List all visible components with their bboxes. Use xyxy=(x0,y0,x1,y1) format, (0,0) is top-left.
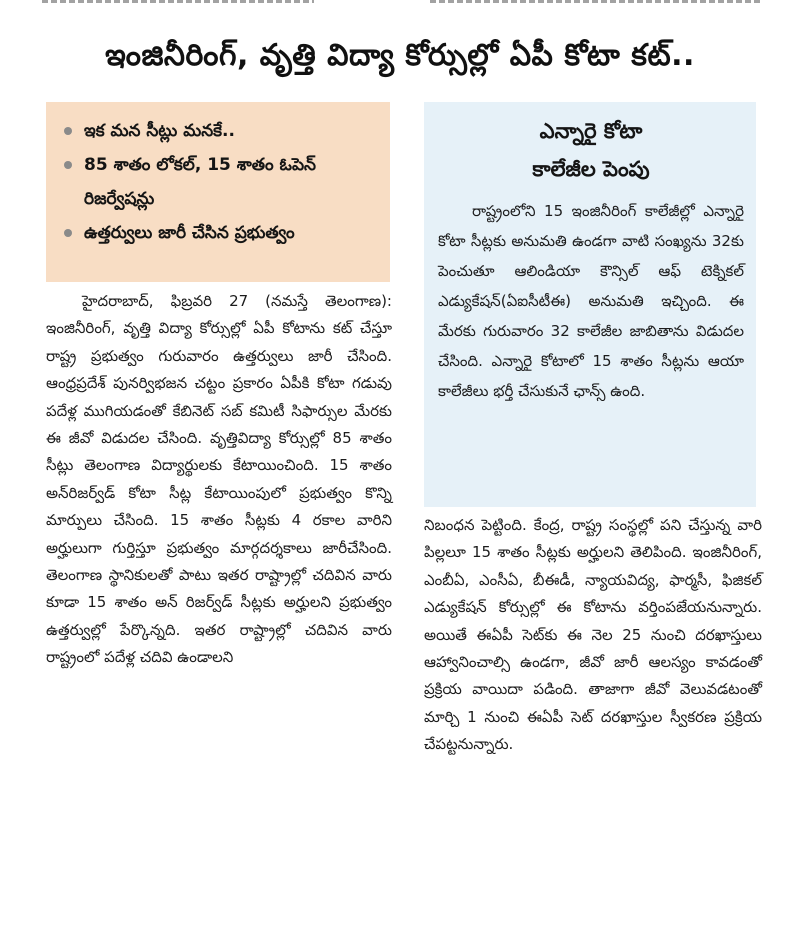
bullet-dot-icon xyxy=(64,127,72,135)
article-headline: ఇంజినీరింగ్, వృత్తి విద్యా కోర్సుల్లో ఏపీ కోటా కట్.. xyxy=(105,38,695,73)
highlight-text: ఉత్తర్వులు జారీ చేసిన ప్రభుత్వం xyxy=(84,223,295,243)
article-body-left-column: హైదరాబాద్, ఫిబ్రవరి 27 (నమస్తే తెలంగాణ): ఇంజినీరింగ్, వృత్తి విద్యా కోర్సుల్లో ఏపీ కోటాను కట్ చేస్తూ రాష్ట్ర ప్రభుత్వం గురువారం ఉత్తర్వులు జారీ చేసింది. ఆంధ్రప్రదేశ్ పునర్విభజన చట్టం ప్రకారం ఏపీకి కోటా గడువు పదేళ్ల ముగియడంతో కేబినెట్ సబ్ కమిటీ సిఫార్సుల మేరకు ఈ జీవో విడుదల చేసింది. వృత్తివిద్యా కోర్సుల్లో 85 శాతం సీట్లు తెలంగాణ విద్యార్థులకు కేటాయించింది. 15 శాతం అన్‌రిజర్వ్‌డ్ కోటా సీట్ల కేటాయింపులో ప్రభుత్వం కొన్ని మార్పులు చేసింది. 15 శాతం సీట్లకు 4 రకాల వారిని అర్హులుగా గుర్తిస్తూ ప్రభుత్వం మార్గదర్శకాలు జారీచేసింది. తెలంగాణ స్థానికులతో పాటు ఇతర రాష్ట్రాల్లో చదివిన వారు కూడా 15 శాతం అన్ రిజర్వ్‌డ్ సీట్లకు అర్హులని ప్రభుత్వం ఉత్తర్వుల్లో పేర్కొన్నది. ఇతర రాష్ట్రాల్లో చదివిన వారు రాష్ట్రంలో పదేళ్ల చదివి ఉండాలని xyxy=(46,292,392,667)
highlight-item xyxy=(64,216,380,250)
highlight-item xyxy=(64,148,380,216)
highlight-item xyxy=(64,114,380,148)
highlight-text: 85 శాతం లోకల్, 15 శాతం ఓపెన్ రిజర్వేషన్లు xyxy=(84,155,316,209)
sidebar-title-line2: కాలేజీల పెంపు xyxy=(532,157,650,181)
top-rule-right xyxy=(430,0,760,3)
sidebar-title-line1: ఎన్నారై కోటా xyxy=(539,119,643,143)
sidebar-body: రాష్ట్రంలోని 15 ఇంజినీరింగ్ కాలేజీల్లో ఎన్నారై కోటా సీట్లకు అనుమతి ఉండగా వాటి సంఖ్యను 32కు పెంచుతూ ఆలిండియా కౌన్సిల్ ఆఫ్ టెక్నికల్ ఎడ్యుకేషన్(ఏఐసీటీఈ) అనుమతి ఇచ్చింది. ఈ మేరకు గురువారం 32 కాలేజీల జాబితాను విడుదల చేసింది. ఎన్నారై కోటాలో 15 శాతం సీట్లను ఆయా కాలేజీలు భర్తీ చేసుకునే ఛాన్స్ ఉంది. xyxy=(438,202,744,400)
bullet-dot-icon xyxy=(64,161,72,169)
bullet-dot-icon xyxy=(64,229,72,237)
article-body-right-column: నిబంధన పెట్టింది. కేంద్ర, రాష్ట్ర సంస్థల్లో పని చేస్తున్న వారి పిల్లలూ 15 శాతం సీట్లకు అర్హులని తెలిపింది. ఇంజినీరింగ్, ఎంబీఏ, ఎంసీఏ, బీఈడీ, న్యాయవిద్య, ఫార్మసీ, ఫిజికల్ ఎడ్యుకేషన్ కోర్సుల్లో ఈ కోటాను వర్తింపజేయనున్నారు. అయితే ఈఏపీ సెట్‌కు ఈ నెల 25 నుంచి దరఖాస్తులు ఆహ్వానించాల్సి ఉండగా, జీవో జారీ ఆలస్యం కావడంతో ప్రక్రియ వాయిదా పడింది. తాజాగా జీవో వెలువడటంతో మార్చి 1 నుంచి ఈఏపీ సెట్ దరఖాస్తుల స్వీకరణ ప్రక్రియ చేపట్టనున్నారు. xyxy=(424,516,762,754)
top-rule-left xyxy=(42,0,314,3)
highlights-box xyxy=(46,102,390,282)
nri-quota-sidebar xyxy=(424,102,756,507)
highlight-text: ఇక మన సీట్లు మనకే.. xyxy=(84,121,235,141)
